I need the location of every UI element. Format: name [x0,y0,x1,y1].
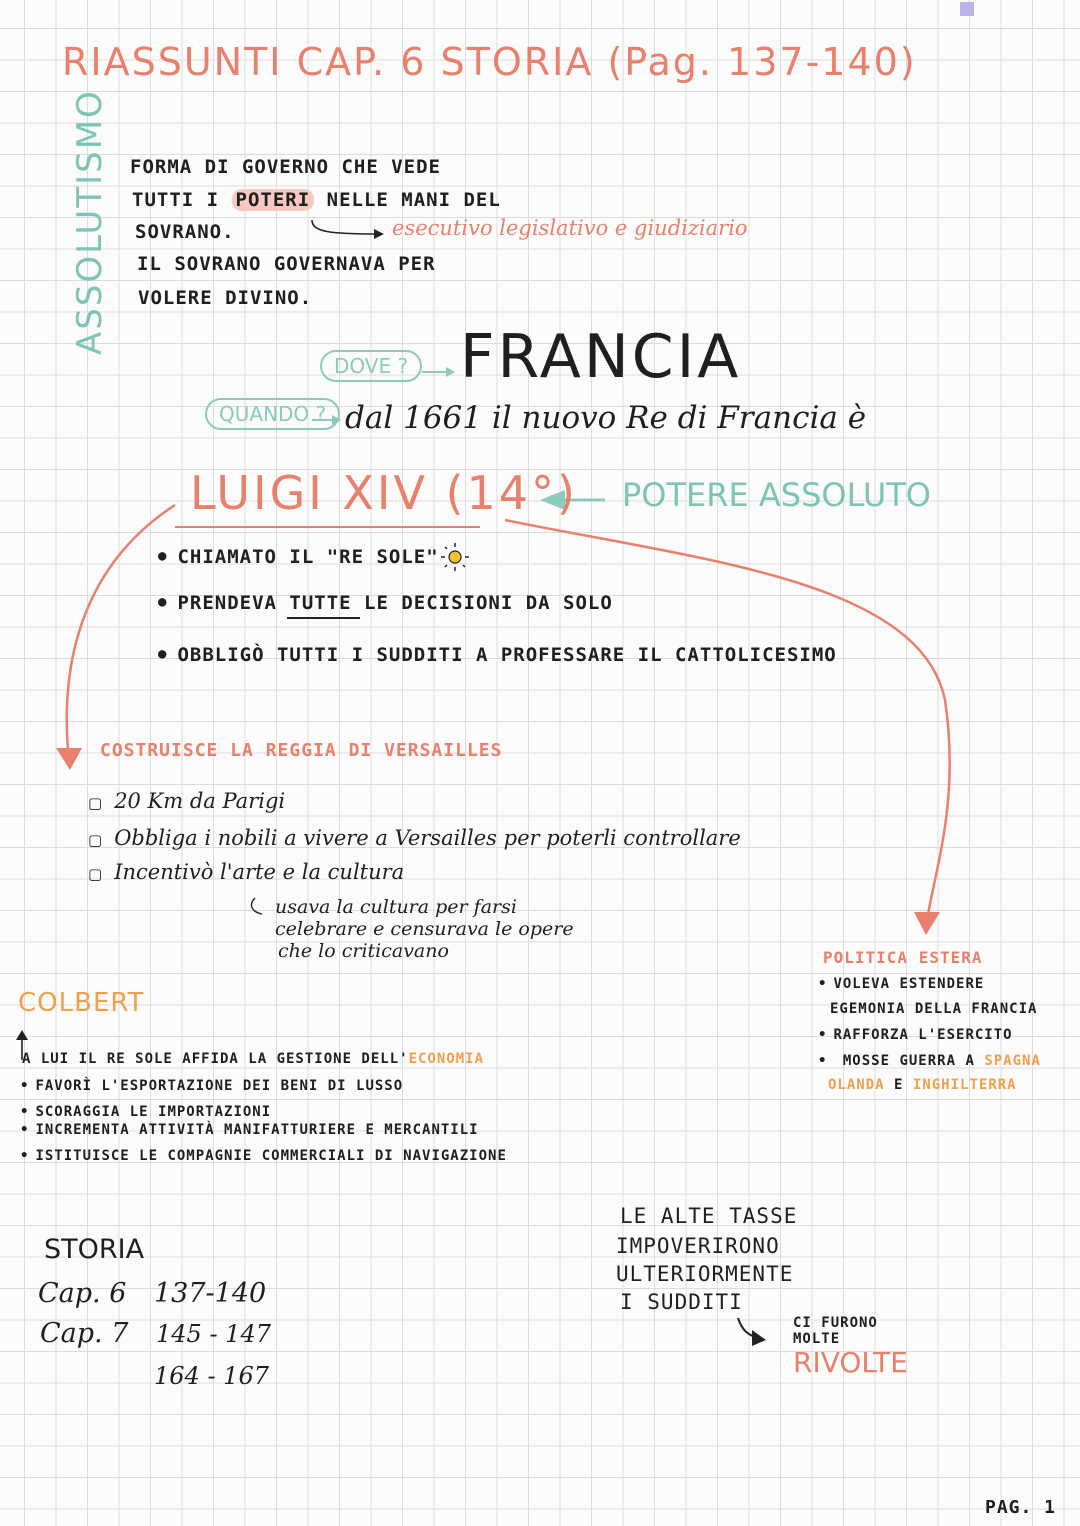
absolute-power-label: POTERE ASSOLUTO [622,476,931,514]
index-pages: 164 - 167 [154,1362,269,1390]
versailles-arrowhead [56,748,82,770]
king-name: LUIGI XIV (14°) [190,466,579,520]
war-text: MOSSE GUERRA A [842,1053,975,1069]
side-label: ASSOLUTISMO [70,89,110,355]
index-pages: 137-140 [154,1278,267,1309]
foreign-policy-item: • VOLEVA ESTENDERE [818,976,984,992]
definition-line-1: FORMA DI GOVERNO CHE VEDE [130,156,441,178]
culture-note-3: che lo criticavano [278,940,449,962]
foreign-policy-item-cont: EGEMONIA DELLA FRANCIA [830,1001,1038,1017]
culture-note-2: celebrare e censurava le opere [275,918,574,940]
taxes-line-2: IMPOVERIRONO [616,1234,780,1258]
taxes-line-1: LE ALTE TASSE [620,1204,798,1228]
index-title: STORIA [44,1234,145,1265]
where-bubble: DOVE ? [320,350,422,382]
colbert-arrowhead [16,1030,28,1040]
country-name: FRANCIA [460,322,742,392]
versailles-item: ▢ 20 Km da Parigi [88,789,285,813]
when-bubble: QUANDO ? [205,398,340,430]
colbert-heading: COLBERT [18,988,145,1018]
culture-bracket [251,898,262,914]
king-fact: ● OBBLIGÒ TUTTI I SUDDITI A PROFESSARE IL CATTOLICESIMO [158,644,837,666]
sun-icon [441,543,469,571]
versailles-heading: COSTRUISCE LA REGGIA DI VERSAILLES [100,740,503,761]
economy-highlight: ECONOMIA [408,1051,485,1067]
poteri-highlight: POTERI [232,189,315,211]
colbert-intro-text: A LUI IL RE SOLE AFFIDA LA GESTIONE DELL' [22,1051,409,1067]
foreign-policy-item [818,1053,1041,1069]
versailles-item: ▢ Incentivò l'arte e la cultura [88,860,404,884]
definition-line-3: SOVRANO. [135,221,235,243]
foreign-policy-heading: POLITICA ESTERA [823,948,983,967]
foreign-policy-arrow [505,520,950,915]
king-fact: ● CHIAMATO IL "RE SOLE" [158,546,439,568]
page-title: RIASSUNTI CAP. 6 STORIA (Pag. 137-140) [62,40,917,84]
versailles-arrow [67,505,175,750]
powers-arrow [312,220,378,234]
where-arrowhead [446,367,455,377]
colbert-item: • INCREMENTA ATTIVITÀ MANIFATTURIERE E MERCANTILI [20,1122,479,1138]
taxes-aside-1: CI FURONO [793,1315,878,1331]
foreign-policy-arrowhead [914,912,940,935]
colbert-item: • FAVORÌ L'ESPORTAZIONE DEI BENI DI LUSSO [20,1078,403,1094]
definition-line-5: VOLERE DIVINO. [138,287,313,309]
corner-marker [960,2,974,16]
king-fact: ● PRENDEVA TUTTE LE DECISIONI DA SOLO [158,592,613,614]
versailles-item: ▢ Obbliga i nobili a vivere a Versailles per poterli controllare [88,826,741,850]
and-text: E [894,1077,904,1093]
powers-list: esecutivo legislativo e giudiziario [392,216,748,240]
taxes-aside-2: MOLTE [793,1331,841,1347]
definition-line-2 [132,189,501,211]
culture-note-1: usava la cultura per farsi [275,896,517,918]
index-cap: Cap. 7 [40,1318,129,1349]
definition-line-2-pre: TUTTI I [132,189,220,211]
powers-arrowhead [374,229,384,239]
colbert-intro [22,1051,484,1067]
foreign-policy-item-cont [828,1077,1017,1093]
index-pages: 145 - 147 [156,1320,271,1348]
index-cap: Cap. 6 [38,1278,127,1309]
taxes-line-4: I SUDDITI [620,1290,743,1314]
definition-line-4: IL SOVRANO GOVERNAVA PER [137,253,436,275]
colbert-item: • SCORAGGIA LE IMPORTAZIONI [20,1104,271,1120]
taxes-arrowhead [752,1330,766,1346]
country-spain: SPAGNA [984,1053,1041,1069]
foreign-policy-item: • RAFFORZA L'ESERCITO [818,1027,1013,1043]
colbert-item: • ISTITUISCE LE COMPAGNIE COMMERCIALI DI NAVIGAZIONE [20,1148,507,1164]
country-holland: OLANDA [828,1077,885,1093]
revolts-label: RIVOLTE [793,1346,908,1379]
when-value: dal 1661 il nuovo Re di Francia è [345,400,867,436]
country-england: INGHILTERRA [912,1077,1017,1093]
taxes-line-3: ULTERIORMENTE [616,1262,794,1286]
page-number: PAG. 1 [985,1497,1057,1518]
definition-line-2-post: NELLE MANI DEL [326,189,501,211]
